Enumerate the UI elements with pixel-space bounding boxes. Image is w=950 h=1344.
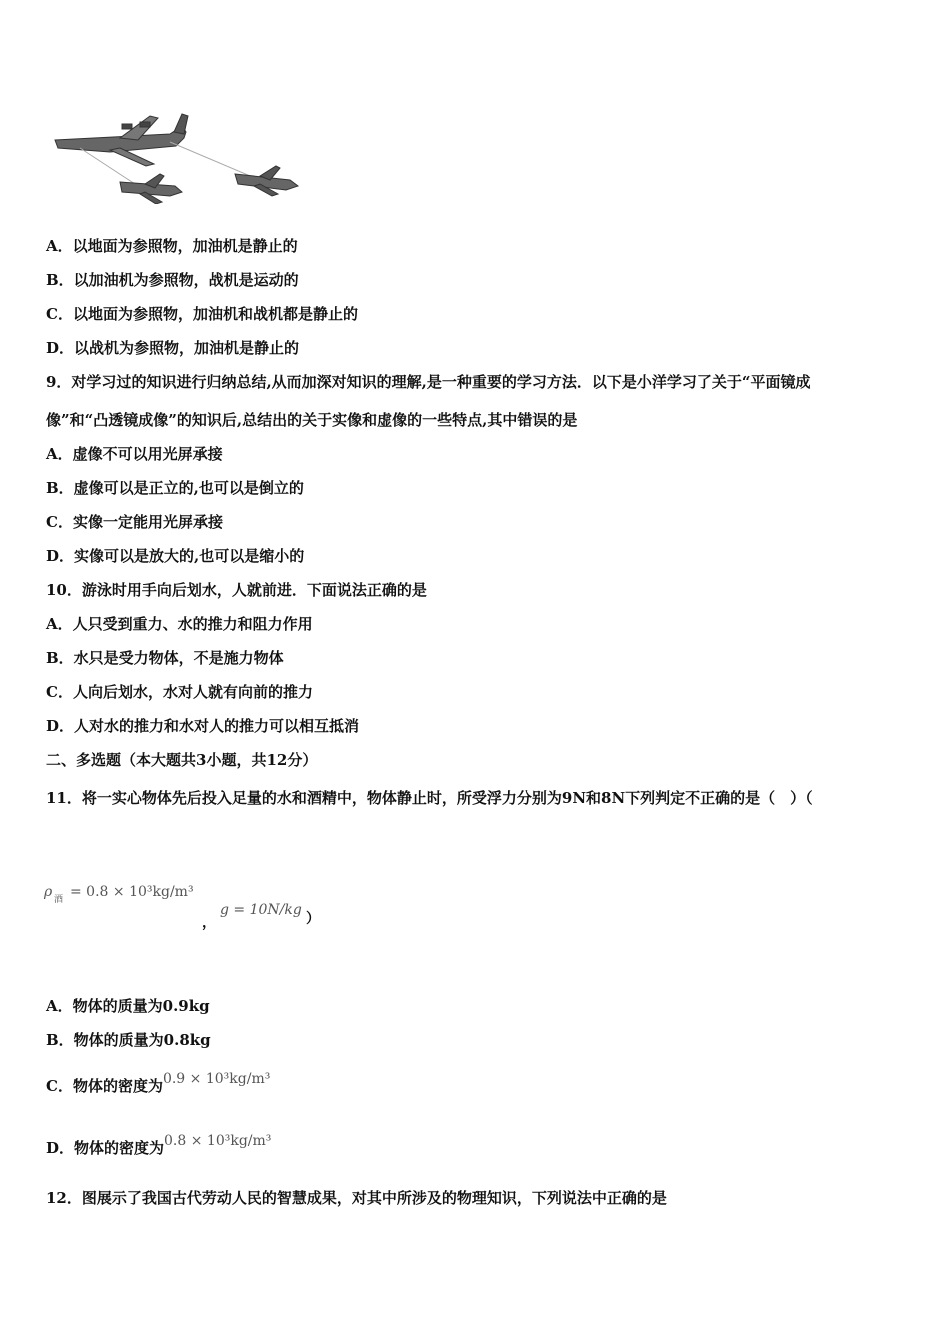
q10-option-c: C．人向后划水，水对人就有向前的推力 [46, 683, 313, 701]
q11-option-c-text: C．物体的密度为 [46, 1077, 163, 1095]
rho-subscript: 酒 [54, 895, 64, 905]
q8-option-b: B．以加油机为参照物，战机是运动的 [46, 271, 299, 289]
q11-stem: 11．将一实心物体先后投入足量的水和酒精中，物体静止时，所受浮力分别为9N和8N下列判定不正确的是（ ）（ [46, 789, 813, 807]
q8-option-a: A．以地面为参照物，加油机是静止的 [46, 237, 298, 255]
aerial-refueling-figure [50, 112, 305, 204]
q11-option-a: A．物体的质量为0.9kg [46, 997, 210, 1015]
q10-option-a: A．人只受到重力、水的推力和阻力作用 [46, 615, 313, 633]
q8-option-d: D．以战机为参照物，加油机是静止的 [46, 339, 300, 357]
comma: ， [202, 915, 216, 931]
q10-option-b: B．水只是受力物体，不是施力物体 [46, 649, 284, 667]
q11-option-c [46, 1071, 271, 1097]
q11-conditions [44, 884, 344, 934]
q9-stem-line1: 9．对学习过的知识进行归纳总结,从而加深对知识的理解,是一种重要的学习方法．以下是小洋学习了关于“平面镜成 [46, 373, 811, 391]
q11-option-b: B．物体的质量为0.8kg [46, 1031, 211, 1049]
q8-option-c: C．以地面为参照物，加油机和战机都是静止的 [46, 305, 358, 323]
rho-symbol: ρ [44, 884, 53, 900]
q9-option-a: A．虚像不可以用光屏承接 [46, 445, 223, 463]
g-value: g = 10N/kg [220, 902, 302, 918]
q9-stem-line2: 像”和“凸透镜成像”的知识后,总结出的关于实像和虚像的一些特点,其中错误的是 [46, 411, 578, 429]
q9-option-c: C．实像一定能用光屏承接 [46, 513, 223, 531]
q12-stem: 12．图展示了我国古代劳动人民的智慧成果，对其中所涉及的物理知识，下列说法中正确的是 [46, 1189, 667, 1207]
q11-option-d-math: 0.8 × 10³kg/m³ [164, 1133, 272, 1149]
q9-option-b: B．虚像可以是正立的,也可以是倒立的 [46, 479, 304, 497]
q9-option-d: D．实像可以是放大的,也可以是缩小的 [46, 547, 305, 565]
q10-option-d: D．人对水的推力和水对人的推力可以相互抵消 [46, 717, 360, 735]
q10-stem: 10．游泳时用手向后划水，人就前进．下面说法正确的是 [46, 581, 427, 599]
section-title: 二、多选题（本大题共3小题，共12分） [46, 751, 318, 769]
close-paren: ） [306, 911, 320, 927]
q11-option-d [46, 1133, 272, 1159]
q11-option-d-text: D．物体的密度为 [46, 1139, 165, 1157]
rho-value: = 0.8 × 10³kg/m³ [70, 884, 194, 900]
q11-option-c-math: 0.9 × 10³kg/m³ [162, 1071, 271, 1087]
